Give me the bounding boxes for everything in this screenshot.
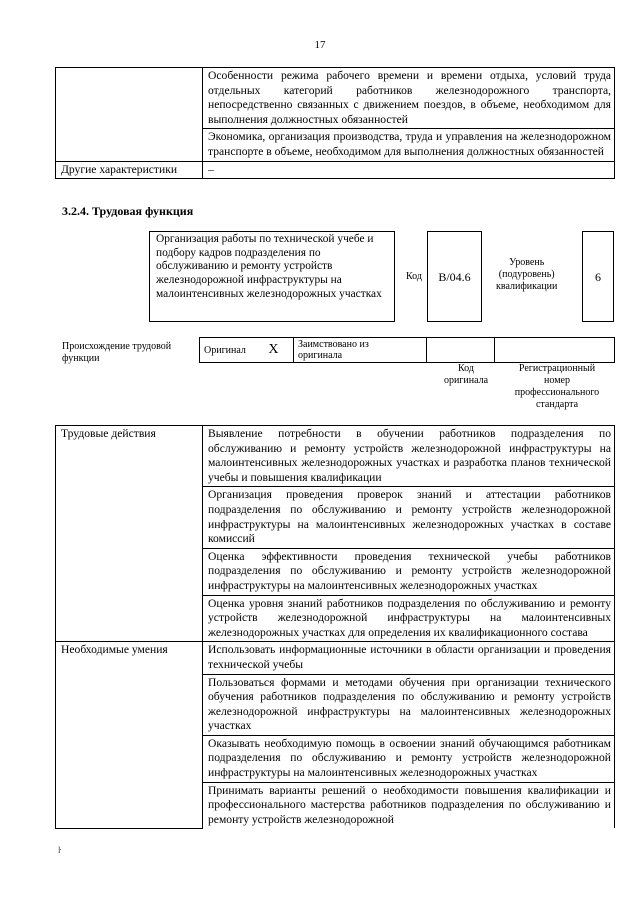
- code-original-label: [428, 363, 504, 387]
- table-row: [200, 338, 615, 363]
- scan-mark: ŀ: [58, 845, 62, 855]
- skill-cell: Оказывать необходимую помощь в освоении знаний обучающимся работникам подразделения по обслуживанию и ремонту устройств железнодорожной инфраструктуры на малоинтенсивных железнодорожных участках: [203, 735, 615, 782]
- labor-action-cell: Оценка уровня знаний работников подразделения по обслуживанию и ремонту устройств железнодорожной инфраструктуры на малоинтенсивных железнодорожных участках для определения их квалификационного состава: [203, 595, 615, 642]
- other-characteristics-label: Другие характеристики: [56, 161, 203, 179]
- level-label-line: Уровень: [509, 257, 545, 268]
- borrowed-label-line: оригинала: [298, 350, 343, 361]
- labor-actions-label: Трудовые действия: [56, 426, 203, 642]
- level-label-line: квалификации: [496, 281, 558, 292]
- table-row: [56, 426, 615, 487]
- code-label: Код: [406, 271, 422, 282]
- reg-number-cell: [495, 338, 615, 363]
- skills-label: Необходимые умения: [56, 642, 203, 829]
- origin-label: [62, 341, 202, 365]
- table-row: [56, 68, 615, 129]
- table-row: [56, 642, 615, 674]
- reg-number-line: номер: [544, 375, 570, 386]
- code-original-line: оригинала: [443, 375, 489, 386]
- skill-cell: Принимать варианты решений о необходимости повышения квалификации и профессионального мастерства работников подразделения по обслуживанию и ремонту устройств железнодорожной: [203, 782, 615, 828]
- code-original-line: Код: [458, 363, 474, 374]
- code-value: B/04.6: [427, 231, 482, 322]
- table-cell: Особенности режима рабочего времени и времени отдыха, условий труда отдельных категорий работников железнодорожного транспорта, непосредственно связанных с движением поездов, в объеме, необходимом для выполнения должностных обязанностей: [203, 68, 615, 129]
- table-label-cell: [56, 68, 203, 162]
- top-requirements-table: [55, 67, 615, 179]
- actions-skills-table: [55, 425, 615, 829]
- borrowed-label-line: Заимствовано из: [298, 339, 369, 350]
- labor-action-cell: Оценка эффективности проведения технической учебы работников подразделения по обслуживанию и ремонту устройств железнодорожной инфраструктуры на малоинтенсивных железнодорожных участках: [203, 548, 615, 595]
- origin-table: [199, 337, 615, 363]
- section-heading: 3.2.4. Трудовая функция: [62, 204, 194, 218]
- registration-number-label: [502, 363, 612, 411]
- table-cell: –: [203, 161, 615, 179]
- reg-number-line: Регистрационный: [518, 363, 596, 374]
- qualification-level-value: 6: [582, 231, 614, 322]
- labor-action-cell: Выявление потребности в обучении работников подразделения по обслуживанию и ремонту устройств железнодорожной инфраструктуры на малоинтенсивных железнодорожных участках и разработка планов технической учебы и повышения квалификации: [203, 426, 615, 487]
- original-cell: [200, 338, 294, 363]
- code-original-cell: [427, 338, 495, 363]
- labor-function-name: Организация работы по технической учебе и подбору кадров подразделения по обслуживанию и ремонту устройств железнодорожной инфраструктуры на малоинтенсивных железнодорожных участках: [149, 231, 395, 322]
- skill-cell: Использовать информационные источники в области организации и проведения технической учебы: [203, 642, 615, 674]
- origin-label-line: Происхождение трудовой: [62, 341, 172, 352]
- reg-number-line: стандарта: [535, 399, 579, 410]
- reg-number-line: профессионального: [514, 387, 600, 398]
- qualification-level-label: [496, 257, 557, 293]
- origin-label-line: функции: [62, 353, 100, 364]
- level-label-line: (подуровень): [498, 269, 555, 280]
- borrowed-cell: [294, 338, 427, 363]
- labor-action-cell: Организация проведения проверок знаний и аттестации работников подразделения по обслуживанию и ремонту устройств железнодорожной инфраструктуры на малоинтенсивных железнодорожных участках в составе комиссий: [203, 487, 615, 548]
- page-number: 17: [314, 39, 326, 51]
- table-row: [56, 161, 615, 179]
- table-cell: Экономика, организация производства, труда и управления на железнодорожном транспорте в объеме, необходимом для выполнения должностных обязанностей: [203, 129, 615, 161]
- original-label: Оригинал: [204, 345, 246, 356]
- skill-cell: Пользоваться формами и методами обучения при организации технического обучения работников подразделения по обслуживанию и ремонту устройств железнодорожной инфраструктуры на малоинтенсивных железнодорожных участках: [203, 674, 615, 735]
- original-mark: X: [268, 342, 279, 357]
